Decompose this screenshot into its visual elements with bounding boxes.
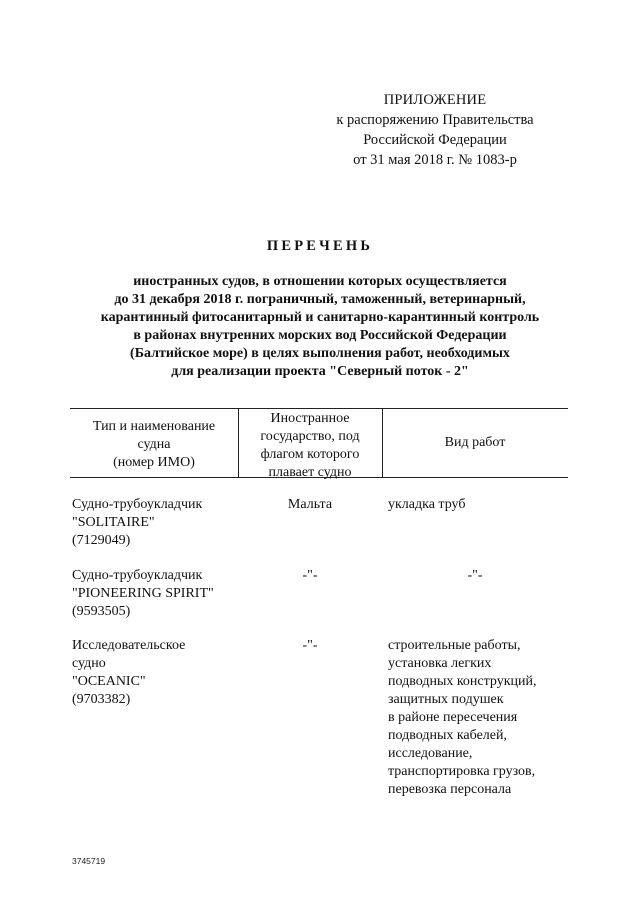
header-text: Тип и наименование [92,419,216,434]
vessel-name: "OCEANIC" [72,674,146,689]
table-row-vessel [72,496,240,550]
heading-line: карантинный фитосанитарный и санитарно-карантинный контроль [100,310,540,325]
vessel-type: Судно-трубоукладчик [72,568,203,583]
vessel-type: Исследовательское [72,638,186,653]
column-header-flag-state [238,410,382,482]
heading-line: в районах внутренних морских вод Российской Федерации [133,328,507,343]
header-text: государство, под [260,429,360,444]
flag-state: -"- [302,638,318,653]
column-header-vessel [70,418,238,472]
vessel-imo: (7129049) [72,533,131,548]
heading-line: (Балтийское море) в целях выполнения работ, необходимых [130,346,510,361]
work-line: подводных конструкций, [388,674,537,689]
work-line: перевозка персонала [388,782,512,797]
table-row-vessel [72,567,240,621]
header-text: Вид работ [444,435,506,450]
vessel-imo: (9593505) [72,604,131,619]
table-row-flag [238,496,382,514]
document-id: 3745719 [72,856,106,866]
table-top-rule [70,408,568,409]
appendix-line: Российской Федерации [363,132,507,148]
work-line: подводных кабелей, [388,728,507,743]
vessel-type: Судно-трубоукладчик [72,497,203,512]
header-text: судна [137,437,171,452]
flag-state: -"- [302,568,318,583]
heading-line: для реализации проекта "Северный поток - 2" [171,364,469,379]
document-title: ПЕРЕЧЕНЬ [266,238,374,254]
table-row-work [388,637,578,799]
appendix-date-number: от 31 мая 2018 г. № 1083-р [353,152,517,168]
heading-line: до 31 декабря 2018 г. пограничный, таможенный, ветеринарный, [114,292,526,307]
table-row-flag [238,567,382,585]
table-row-work [382,567,568,585]
header-text: (номер ИМО) [113,455,195,470]
appendix-line: к распоряжению Правительства [336,112,534,128]
header-text: Иностранное [270,411,350,426]
flag-state: Мальта [287,497,333,512]
work-line: укладка труб [388,497,466,512]
table-row-vessel [72,637,240,709]
vessel-imo: (9703382) [72,692,131,707]
work-line: исследование, [388,746,473,761]
document-heading [80,238,560,381]
header-text: плавает судно [268,465,352,480]
vessel-name: "SOLITAIRE" [72,515,155,530]
table-row-flag [238,637,382,655]
vessel-type: судно [72,656,106,671]
heading-line: иностранных судов, в отношении которых осуществляется [133,274,507,289]
work-line: строительные работы, [388,638,521,653]
column-header-work-type [382,434,568,452]
table-row-work [388,496,578,514]
work-line: -"- [467,568,483,583]
appendix-title: ПРИЛОЖЕНИЕ [383,92,487,108]
work-line: транспортировка грузов, [388,764,536,779]
appendix-block [330,90,540,170]
work-line: установка легких [388,656,492,671]
work-line: защитных подушек [388,692,504,707]
work-line: в районе пересечения [388,710,518,725]
vessel-name: "PIONEERING SPIRIT" [72,586,214,601]
header-text: флагом которого [260,447,360,462]
